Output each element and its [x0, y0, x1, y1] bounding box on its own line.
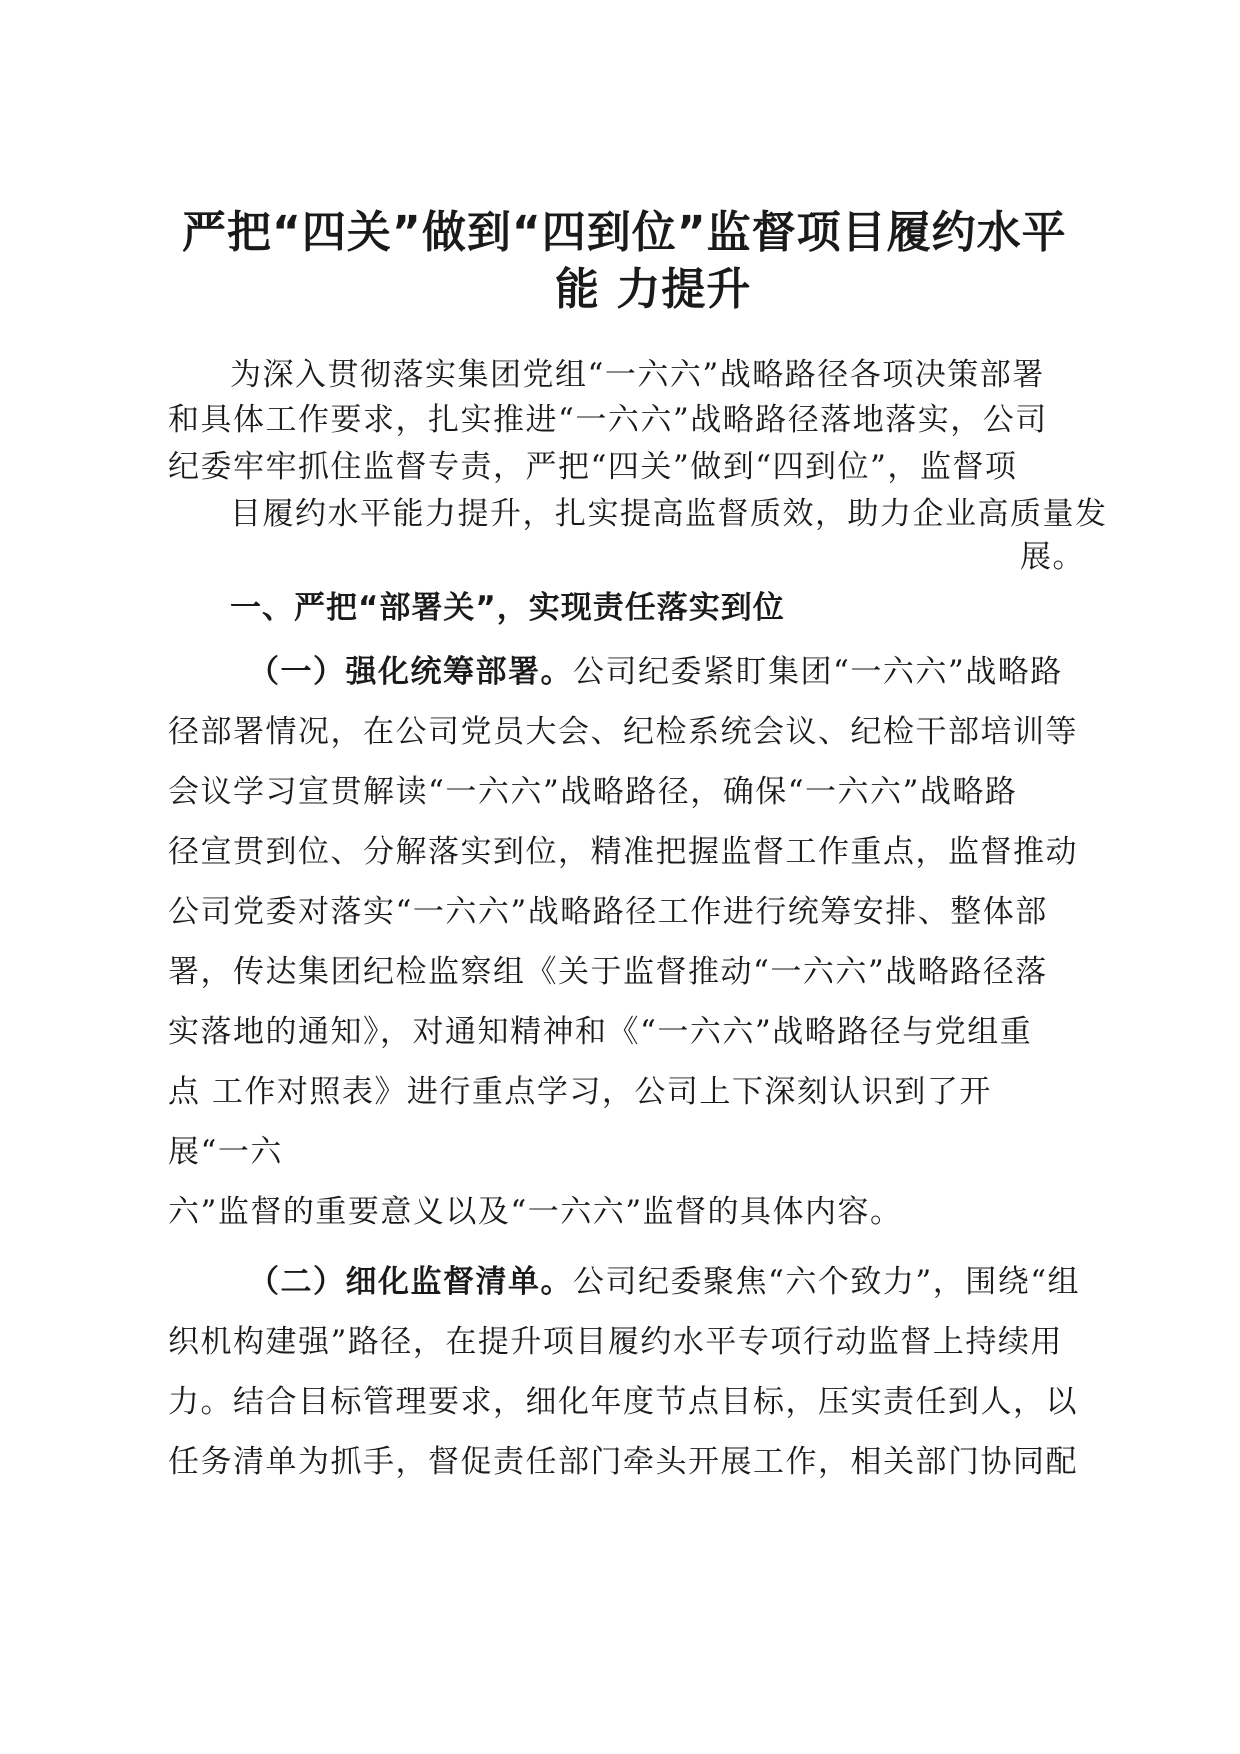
para1-line-10: 六”监督的重要意义以及“一六六”监督的具体内容。: [168, 1194, 903, 1230]
para2-line-1: [248, 1262, 1168, 1302]
document-title-line2: 能 力提升: [555, 264, 752, 315]
intro-line-1: 为深入贯彻落实集团党组“一六六”战略路径各项决策部署: [230, 357, 1045, 393]
intro-line-3: 纪委牢牢抓住监督专责，严把“四关”做到“四到位”，监督项: [168, 449, 1018, 485]
para2-line-3: 力。结合目标管理要求，细化年度节点目标，压实责任到人，以: [168, 1384, 1078, 1420]
para1-line-2: 径部署情况，在公司党员大会、纪检系统会议、纪检干部培训等: [168, 714, 1078, 750]
section-heading-1: 一、严把“部署关”，实现责任落实到位: [230, 590, 785, 626]
intro-line-2: 和具体工作要求，扎实推进“一六六”战略路径落地落实，公司: [168, 402, 1048, 438]
para1-line-5: 公司党委对落实“一六六”战略路径工作进行统筹安排、整体部: [168, 894, 1048, 930]
para1-line-4: 径宣贯到位、分解落实到位，精准把握监督工作重点，监督推动: [168, 834, 1078, 870]
para1-line-3: 会议学习宣贯解读“一六六”战略路径，确保“一六六”战略路: [168, 774, 1018, 810]
intro-line-4: 目履约水平能力提升，扎实提高监督质效，助力企业高质量发: [230, 496, 1108, 532]
para2-line-2: 织机构建强”路径，在提升项目履约水平专项行动监督上持续用: [168, 1324, 1063, 1360]
para2-lead: （二）细化监督清单。: [248, 1264, 573, 1300]
para1-line-8: 点 工作对照表》进行重点学习，公司上下深刻认识到了开: [168, 1074, 992, 1110]
para1-line-6: 署，传达集团纪检监察组《关于监督推动“一六六”战略路径落: [168, 954, 1048, 990]
document-title-line1: 严把“四关”做到“四到位”监督项目履约水平: [182, 207, 1067, 258]
para1-line-1: [248, 652, 1168, 692]
para1-lead: （一）强化统筹部署。: [248, 654, 573, 690]
para1-line-1-text: 公司纪委紧盯集团“一六六”战略路: [573, 654, 1063, 690]
para1-line-9: 展“一六: [168, 1134, 283, 1170]
para1-line-7: 实落地的通知》，对通知精神和《“一六六”战略路径与党组重: [168, 1014, 1033, 1050]
para2-line-4: 任务清单为抓手，督促责任部门牵头开展工作，相关部门协同配: [168, 1444, 1078, 1480]
intro-line-5: 展。: [1020, 539, 1085, 575]
para2-line-1-text: 公司纪委聚焦“六个致力”，围绕“组: [573, 1264, 1081, 1300]
